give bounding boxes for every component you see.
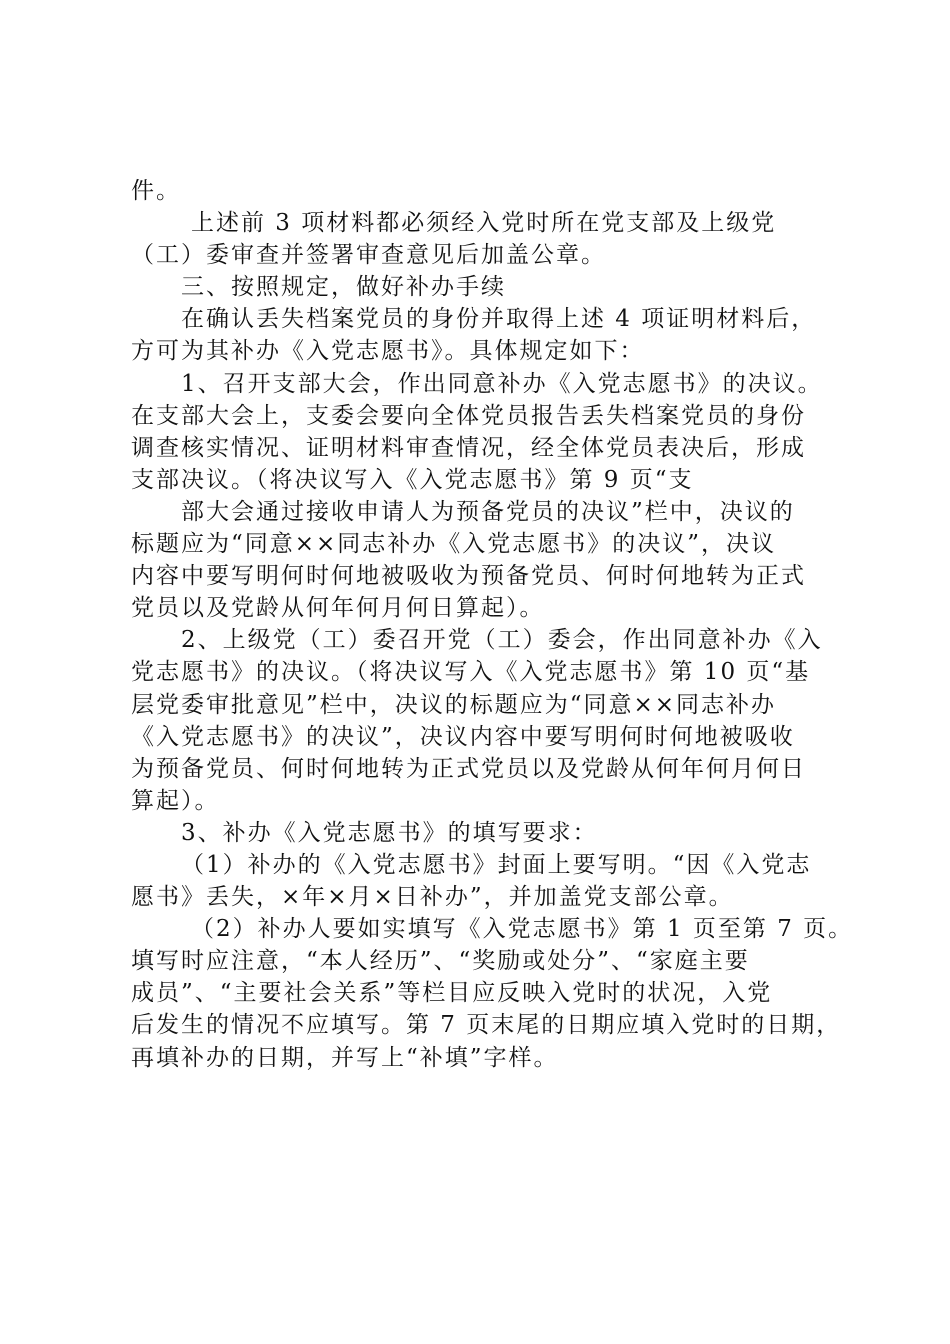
text-line: 《入党志愿书》的决议”，决议内容中要写明何时何地被吸收 (131, 723, 795, 750)
text-line: 3、补办《入党志愿书》的填写要求： (181, 819, 598, 846)
text-line: 标题应为“同意××同志补办《入党志愿书》的决议”，决议 (131, 531, 777, 558)
text-line: 在支部大会上，支委会要向全体党员报告丢失档案党员的身份 (131, 402, 806, 429)
text-line: 部大会通过接收申请人为预备党员的决议”栏中，决议的 (181, 498, 795, 525)
text-line: 内容中要写明何时何地被吸收为预备党员、何时何地转为正式 (131, 563, 806, 590)
text-line: 党员以及党龄从何年何月何日算起）。 (131, 595, 545, 622)
document-body (131, 175, 854, 1074)
text-line: 2、上级党（工）委召开党（工）委会，作出同意补办《入 (181, 627, 823, 654)
text-line: （2）补办人要如实填写《入党志愿书》第 1 页至第 7 页。 (191, 916, 854, 943)
text-line: 在确认丢失档案党员的身份并取得上述 4 项证明材料后， (181, 306, 817, 333)
text-line: 方可为其补办《入党志愿书》。具体规定如下： (131, 338, 645, 365)
text-line: 层党委审批意见”栏中，决议的标题应为“同意××同志补办 (131, 691, 777, 718)
text-line: 后发生的情况不应填写。第 7 页末尾的日期应填入党时的日期， (131, 1012, 842, 1039)
text-line: 成员”、“主要社会关系”等栏目应反映入党时的状况，入党 (131, 980, 773, 1007)
text-line: 支部决议。（将决议写入《入党志愿书》第 9 页“支 (131, 466, 694, 493)
text-line: 调查核实情况、证明材料审查情况，经全体党员表决后，形成 (131, 434, 806, 461)
text-line: 算起）。 (131, 787, 220, 814)
text-line: 填写时应注意，“本人经历”、“奖励或处分”、“家庭主要 (131, 948, 750, 975)
text-line: 件。 (131, 178, 181, 204)
text-line: 1、召开支部大会，作出同意补办《入党志愿书》的决议。 (181, 370, 823, 397)
text-line: （1）补办的《入党志愿书》封面上要写明。“因《入党志 (181, 851, 812, 878)
text-line: 党志愿书》的决议。（将决议写入《入党志愿书》第 10 页“基 (131, 659, 811, 686)
section-heading: 三、按照规定，做好补办手续 (181, 274, 506, 301)
text-line: 为预备党员、何时何地转为正式党员以及党龄从何年何月何日 (131, 755, 806, 782)
text-line: 上述前 3 项材料都必须经入党时所在党支部及上级党 (191, 210, 777, 237)
text-line: （工）委审查并签署审查意见后加盖公章。 (131, 242, 606, 269)
text-line: 再填补办的日期，并写上“补填”字样。 (131, 1044, 559, 1071)
text-line: 愿书》丢失，×年×月×日补办”，并加盖党支部公章。 (131, 884, 734, 911)
